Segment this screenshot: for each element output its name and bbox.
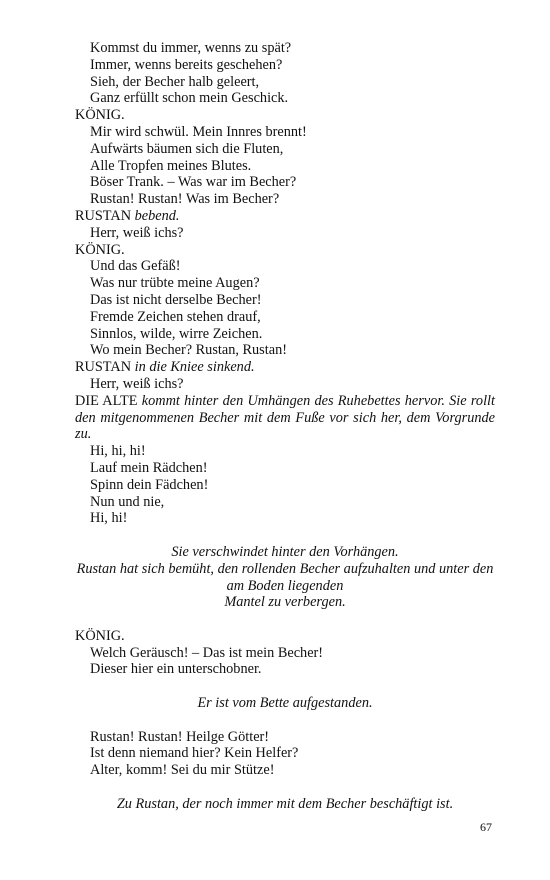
verse-line: Sieh, der Becher halb geleert, <box>90 73 260 90</box>
speaker-heading <box>75 359 495 376</box>
stage-direction-centered: Zu Rustan, der noch immer mit dem Becher beschäftigt ist. <box>116 795 454 812</box>
verse-line: Aufwärts bäumen sich die Fluten, <box>90 140 284 157</box>
speaker-name: RUSTAN <box>75 207 132 224</box>
verse-line: Herr, weiß ichs? <box>90 375 184 392</box>
speaker-heading <box>75 628 495 645</box>
stage-direction-centered: Sie verschwindet hinter den Vorhängen. <box>171 543 399 560</box>
verse-line: Fremde Zeichen stehen drauf, <box>90 308 261 325</box>
verse-line: Nun und nie, <box>90 493 165 510</box>
blank-line <box>75 779 495 796</box>
stage-direction: kommt hinter den Umhängen des Ruhebettes hervor. Sie rollt den mitgenommenen Becher mit dem Fuße vor sich her, dem Vorgrunde zu. <box>75 392 495 443</box>
speaker-name: KÖNIG. <box>75 107 125 124</box>
verse-line: Wo mein Becher? Rustan, Rustan! <box>90 342 287 359</box>
verse-line: Dieser hier ein unterschobner. <box>90 661 262 678</box>
verse-line: Herr, weiß ichs? <box>90 224 184 241</box>
play-text <box>75 40 495 813</box>
stage-direction: in die Kniee sinkend. <box>134 359 255 376</box>
verse-line: Lauf mein Rädchen! <box>90 459 208 476</box>
verse-line: Böser Trank. – Was war im Becher? <box>90 174 297 191</box>
verse-line: Das ist nicht derselbe Becher! <box>90 291 262 308</box>
speaker-heading <box>75 242 495 259</box>
speaker-name: KÖNIG. <box>75 627 125 644</box>
verse-line: Rustan! Rustan! Was im Becher? <box>90 191 280 208</box>
verse-line: Hi, hi! <box>90 510 128 527</box>
speaker-heading <box>75 208 495 225</box>
page-number: 67 <box>480 820 492 834</box>
stage-direction: bebend. <box>134 207 180 224</box>
speaker-heading <box>75 107 495 124</box>
verse-line: Ganz erfüllt schon mein Geschick. <box>90 90 289 107</box>
verse-line: Kommst du immer, wenns zu spät? <box>90 40 292 56</box>
speaker-name: DIE ALTE <box>75 392 138 409</box>
verse-line: Was nur trübte meine Augen? <box>90 275 260 292</box>
verse-line: Ist denn niemand hier? Kein Helfer? <box>90 745 299 762</box>
verse-line: Welch Geräusch! – Das ist mein Becher! <box>90 644 324 661</box>
verse-line: Mir wird schwül. Mein Innres brennt! <box>90 123 307 140</box>
verse-line: Hi, hi, hi! <box>90 443 146 460</box>
stage-direction-centered: Er ist vom Bette aufgestanden. <box>197 695 373 712</box>
verse-line: Alle Tropfen meines Blutes. <box>90 157 252 174</box>
stage-direction-inline <box>75 393 495 443</box>
blank-line <box>75 678 495 695</box>
verse-line: Spinn dein Fädchen! <box>90 476 209 493</box>
stage-direction-centered: Mantel zu verbergen. <box>224 594 346 611</box>
speaker-name: KÖNIG. <box>75 241 125 258</box>
verse-line: Rustan! Rustan! Heilge Götter! <box>90 728 270 745</box>
blank-line <box>75 712 495 729</box>
verse-line: Sinnlos, wilde, wirre Zeichen. <box>90 325 263 342</box>
verse-line: Alter, komm! Sei du mir Stütze! <box>90 762 275 779</box>
verse-line: Und das Gefäß! <box>90 258 181 275</box>
stage-direction-centered: Rustan hat sich bemüht, den rollenden Becher aufzuhalten und unter den am Boden liegenden <box>76 560 494 594</box>
blank-line <box>75 611 495 628</box>
blank-line <box>75 527 495 544</box>
speaker-name: RUSTAN <box>75 359 132 376</box>
verse-line: Immer, wenns bereits geschehen? <box>90 56 283 73</box>
